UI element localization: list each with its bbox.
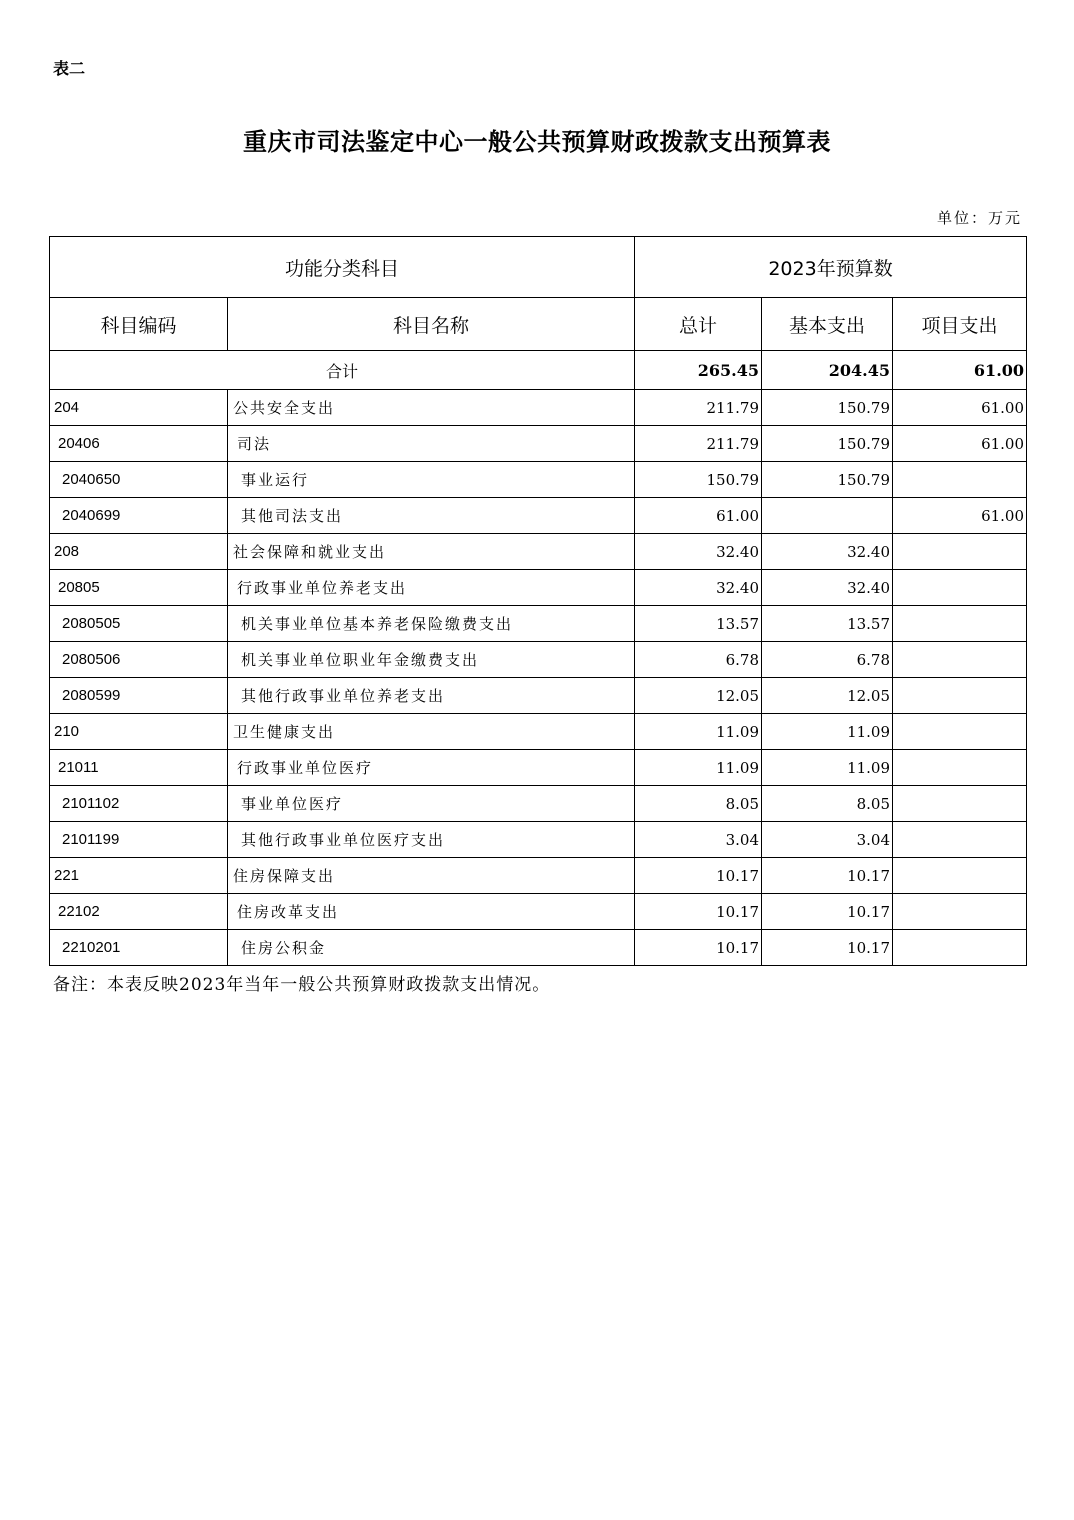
- row-name: 其他行政事业单位养老支出: [228, 678, 635, 714]
- row-project: [893, 714, 1027, 750]
- table-row: [50, 606, 1027, 642]
- unit-label: 单位：万元: [936, 209, 1022, 227]
- budget-table: [49, 236, 1027, 966]
- row-name: 住房保障支出: [228, 858, 635, 894]
- row-total: 61.00: [635, 498, 762, 534]
- row-total: 10.17: [635, 930, 762, 966]
- row-code: 221: [50, 858, 228, 894]
- table-number-label: 表二: [53, 59, 86, 78]
- row-basic: 6.78: [762, 642, 893, 678]
- row-basic: 32.40: [762, 570, 893, 606]
- total-row: [50, 351, 1027, 390]
- row-name: 事业单位医疗: [228, 786, 635, 822]
- row-basic: 150.79: [762, 462, 893, 498]
- row-project: [893, 534, 1027, 570]
- table-row: [50, 426, 1027, 462]
- total-project: 61.00: [893, 351, 1027, 390]
- header-row-group: [50, 237, 1027, 298]
- row-basic: 11.09: [762, 714, 893, 750]
- row-basic: 150.79: [762, 390, 893, 426]
- row-name: 住房公积金: [228, 930, 635, 966]
- row-total: 3.04: [635, 822, 762, 858]
- row-total: 211.79: [635, 426, 762, 462]
- row-total: 32.40: [635, 534, 762, 570]
- row-basic: 10.17: [762, 894, 893, 930]
- total-label: 合计: [50, 351, 635, 390]
- table-row: [50, 894, 1027, 930]
- row-basic: 12.05: [762, 678, 893, 714]
- row-total: 13.57: [635, 606, 762, 642]
- total-sum: 265.45: [635, 351, 762, 390]
- row-total: 10.17: [635, 858, 762, 894]
- header-functional-classification: 功能分类科目: [50, 237, 635, 298]
- table-row: [50, 714, 1027, 750]
- row-basic: 10.17: [762, 930, 893, 966]
- row-code: 2101102: [50, 786, 228, 822]
- row-code: 2210201: [50, 930, 228, 966]
- row-project: [893, 750, 1027, 786]
- row-name: 其他行政事业单位医疗支出: [228, 822, 635, 858]
- footnote: 备注：本表反映2023年当年一般公共预算财政拨款支出情况。: [53, 975, 551, 995]
- row-project: 61.00: [893, 426, 1027, 462]
- row-code: 2101199: [50, 822, 228, 858]
- row-code: 2080599: [50, 678, 228, 714]
- table-row: [50, 642, 1027, 678]
- row-name: 机关事业单位职业年金缴费支出: [228, 642, 635, 678]
- row-name: 行政事业单位医疗: [228, 750, 635, 786]
- row-basic: 3.04: [762, 822, 893, 858]
- row-project: [893, 678, 1027, 714]
- row-project: 61.00: [893, 498, 1027, 534]
- row-code: 2040699: [50, 498, 228, 534]
- header-subject-name: 科目名称: [228, 298, 635, 351]
- table-row: [50, 498, 1027, 534]
- table-row: [50, 462, 1027, 498]
- header-budget-year: 2023年预算数: [635, 237, 1027, 298]
- row-project: 61.00: [893, 390, 1027, 426]
- document-title: 重庆市司法鉴定中心一般公共预算财政拨款支出预算表: [243, 127, 831, 156]
- row-code: 21011: [50, 750, 228, 786]
- row-total: 8.05: [635, 786, 762, 822]
- table-row: [50, 786, 1027, 822]
- row-total: 11.09: [635, 714, 762, 750]
- row-basic: 10.17: [762, 858, 893, 894]
- row-code: 20406: [50, 426, 228, 462]
- row-name: 其他司法支出: [228, 498, 635, 534]
- row-name: 卫生健康支出: [228, 714, 635, 750]
- row-project: [893, 606, 1027, 642]
- row-project: [893, 822, 1027, 858]
- row-name: 社会保障和就业支出: [228, 534, 635, 570]
- row-total: 32.40: [635, 570, 762, 606]
- row-name: 行政事业单位养老支出: [228, 570, 635, 606]
- row-name: 住房改革支出: [228, 894, 635, 930]
- row-basic: [762, 498, 893, 534]
- row-code: 22102: [50, 894, 228, 930]
- header-subject-code: 科目编码: [50, 298, 228, 351]
- row-total: 6.78: [635, 642, 762, 678]
- row-name: 机关事业单位基本养老保险缴费支出: [228, 606, 635, 642]
- header-project-expenditure: 项目支出: [893, 298, 1027, 351]
- row-total: 12.05: [635, 678, 762, 714]
- row-total: 11.09: [635, 750, 762, 786]
- row-code: 2080505: [50, 606, 228, 642]
- header-basic-expenditure: 基本支出: [762, 298, 893, 351]
- table-row: [50, 858, 1027, 894]
- table-row: [50, 570, 1027, 606]
- row-name: 司法: [228, 426, 635, 462]
- row-basic: 13.57: [762, 606, 893, 642]
- row-project: [893, 930, 1027, 966]
- total-basic: 204.45: [762, 351, 893, 390]
- row-code: 208: [50, 534, 228, 570]
- row-basic: 11.09: [762, 750, 893, 786]
- table-row: [50, 930, 1027, 966]
- row-total: 211.79: [635, 390, 762, 426]
- table-row: [50, 822, 1027, 858]
- table-row: [50, 750, 1027, 786]
- row-basic: 150.79: [762, 426, 893, 462]
- header-row-columns: [50, 298, 1027, 351]
- row-name: 公共安全支出: [228, 390, 635, 426]
- row-project: [893, 462, 1027, 498]
- row-code: 210: [50, 714, 228, 750]
- row-project: [893, 894, 1027, 930]
- row-project: [893, 786, 1027, 822]
- row-project: [893, 858, 1027, 894]
- table-row: [50, 390, 1027, 426]
- row-code: 20805: [50, 570, 228, 606]
- row-total: 150.79: [635, 462, 762, 498]
- row-total: 10.17: [635, 894, 762, 930]
- header-total: 总计: [635, 298, 762, 351]
- row-name: 事业运行: [228, 462, 635, 498]
- row-project: [893, 570, 1027, 606]
- row-code: 2040650: [50, 462, 228, 498]
- row-basic: 32.40: [762, 534, 893, 570]
- table-row: [50, 534, 1027, 570]
- row-code: 2080506: [50, 642, 228, 678]
- row-code: 204: [50, 390, 228, 426]
- row-project: [893, 642, 1027, 678]
- table-row: [50, 678, 1027, 714]
- row-basic: 8.05: [762, 786, 893, 822]
